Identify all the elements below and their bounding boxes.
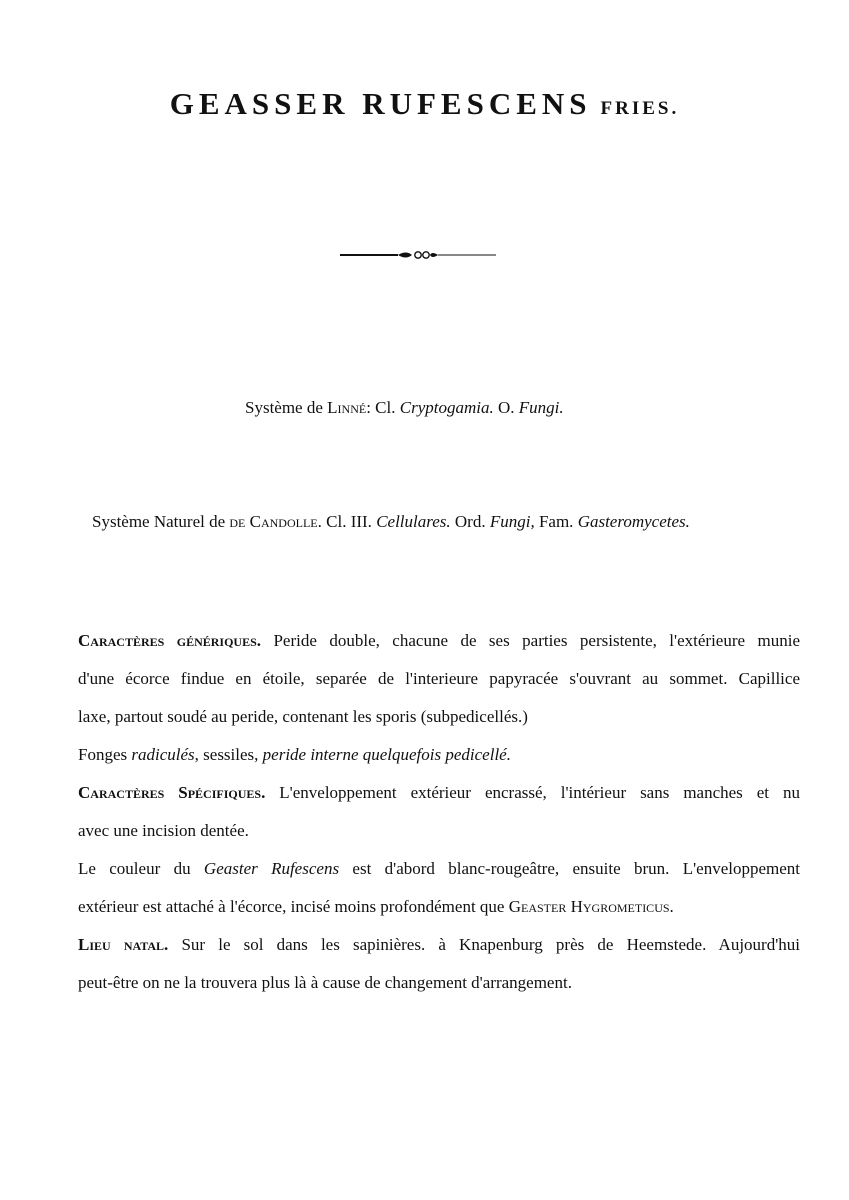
text-line [78,850,800,888]
linne-author: Linné [327,398,367,417]
lieu-natal-line2: peut-être on ne la trouvera plus là à cause de changement d'arrangement. [78,973,572,992]
ornament-divider [340,248,496,262]
couleur-line2-a: extérieur est attaché à l'écorce, incisé moins profondément que [78,897,505,916]
paragraph-lieu-natal [78,926,800,1002]
couleur-line1-c: est d'abord blanc-rougeâtre, ensuite brun. L'enveloppement [352,859,801,878]
title-species: GEASSER RUFESCENS [169,86,592,121]
candolle-prefix: Système Naturel de [92,512,226,531]
candolle-family-label: Fam. [538,512,574,531]
systeme-linne [245,396,564,420]
caracteres-specifiques-line2: avec une incision dentée. [78,821,249,840]
couleur-line1-a: Le couleur du [78,859,191,878]
caracteres-specifiques-label: Caractères Spécifiques. [78,783,266,802]
candolle-author: de Candolle. [229,512,322,531]
text-line [78,888,800,926]
fonges-c: , sessiles, [194,745,259,764]
lieu-natal-line1: Sur le sol dans les sapinières. à Knapenburg près de Heemstede. Aujourd'hui [181,935,801,954]
text-line [78,926,800,964]
couleur-species: Geaster Rufescens [203,859,340,878]
systeme-candolle [92,510,690,534]
caracteres-generiques-line3: laxe, partout soudé au peride, contenant les sporis (subpedicellés.) [78,707,528,726]
linne-order: Fungi. [518,398,564,417]
linne-order-label: O. [497,398,515,417]
linne-class: Cryptogamia. [399,398,494,417]
paragraph-couleur [78,850,800,926]
candolle-cl-label: Cl. III. [326,512,372,531]
linne-prefix: Système de [245,398,323,417]
page-title [0,84,849,130]
title-author: FRIES. [600,98,680,119]
paragraph-caracteres-specifiques [78,774,800,850]
fonges-d: peride interne quelquefois pedicellé. [262,745,511,764]
caracteres-generiques-label: Caractères génériques. [78,631,262,650]
text-line [78,774,800,812]
fonges-a: Fonges [78,745,128,764]
paragraph-caracteres-generiques [78,622,800,774]
text-line [78,736,800,774]
fonges-b: radiculés [131,745,195,764]
candolle-order: Fungi, [489,512,535,531]
couleur-geaster-hygrometicus: Geaster Hygrometicus. [508,897,674,916]
lieu-natal-label: Lieu natal. [78,935,169,954]
text-line [78,622,800,660]
candolle-family: Gasteromycetes. [577,512,690,531]
candolle-class: Cellulares. [376,512,451,531]
linne-cl-label: : Cl. [366,398,396,417]
candolle-order-label: Ord. [454,512,486,531]
caracteres-generiques-line2: d'une écorce findue en étoile, separée de l'interieure papyracée s'ouvrant au sommet. Capillice [78,669,800,688]
description-body [78,622,800,1002]
caracteres-specifiques-line1: L'enveloppement extérieur encrassé, l'intérieur sans manches et nu [279,783,800,802]
caracteres-generiques-line1: Peride double, chacune de ses parties persistente, l'extérieure munie [273,631,800,650]
